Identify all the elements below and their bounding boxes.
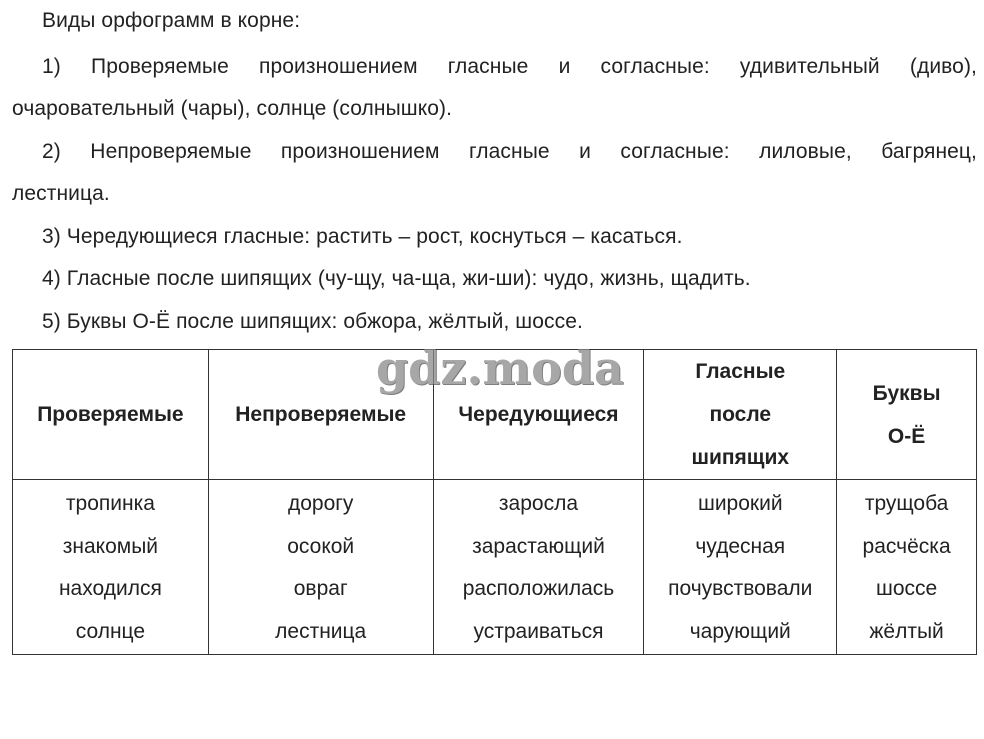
- cell-word: чудесная: [695, 534, 786, 558]
- table-cell-unchecked: [208, 480, 433, 655]
- header-text: после: [709, 403, 772, 426]
- table-cell-checked: [13, 480, 209, 655]
- table-row: [13, 480, 977, 655]
- item-2-line-1: 2) Непроверяемые произношением гласные и согласные: лиловые, багрянец,: [42, 140, 977, 163]
- cell-word: трущоба: [864, 492, 949, 515]
- header-vowels-after-sibilants: [644, 350, 837, 480]
- cell-word: зарастающий: [472, 534, 605, 558]
- cell-word: находился: [58, 577, 162, 601]
- header-text: Буквы: [872, 381, 941, 405]
- item-1-line-1: 1) Проверяемые произношением гласные и согласные: удивительный (диво),: [42, 55, 977, 78]
- header-o-yo: [837, 350, 977, 480]
- cell-word: расчёска: [862, 534, 951, 558]
- table-cell-vowels-after-sibilants: [644, 480, 837, 655]
- cell-word: заросла: [498, 492, 579, 515]
- item-4: 4) Гласные после шипящих (чу-щу, ча-ща, жи-ши): чудо, жизнь, щадить.: [42, 267, 751, 290]
- cell-word: жёлтый: [869, 620, 944, 644]
- cell-word: чарующий: [689, 620, 791, 644]
- cell-word: почувствовали: [668, 577, 813, 601]
- header-text: шипящих: [691, 446, 790, 469]
- table-cell-o-yo: [837, 480, 977, 655]
- header-text: Непроверяемые: [235, 403, 407, 426]
- cell-word: устраиваться: [473, 620, 604, 644]
- header-text: Гласные: [695, 360, 786, 383]
- item-5: 5) Буквы О-Ё после шипящих: обжора, жёлтый, шоссе.: [42, 310, 583, 333]
- item-2-line-2: лестница.: [12, 182, 110, 205]
- cell-word: расположилась: [462, 577, 615, 601]
- cell-word: овраг: [293, 577, 348, 601]
- cell-word: дорогу: [287, 492, 354, 515]
- cell-word: широкий: [697, 492, 783, 515]
- cell-word: тропинка: [65, 492, 155, 515]
- header-text: Проверяемые: [37, 403, 184, 426]
- cell-word: знакомый: [62, 534, 159, 558]
- table-cell-alternating: [433, 480, 644, 655]
- cell-word: шоссе: [875, 577, 938, 601]
- header-text: О-Ё: [887, 424, 926, 448]
- cell-word: солнце: [75, 620, 146, 644]
- section-heading: Виды орфограмм в корне:: [42, 9, 301, 32]
- item-3: 3) Чередующиеся гласные: растить – рост, коснуться – касаться.: [42, 225, 683, 248]
- cell-word: лестница: [275, 620, 367, 644]
- item-1-line-2: очаровательный (чары), солнце (солнышко).: [12, 97, 453, 120]
- header-text: Чередующиеся: [458, 403, 619, 426]
- cell-word: осокой: [287, 534, 355, 558]
- site-watermark: gdz.moda: [376, 341, 624, 395]
- header-checked: [13, 350, 209, 480]
